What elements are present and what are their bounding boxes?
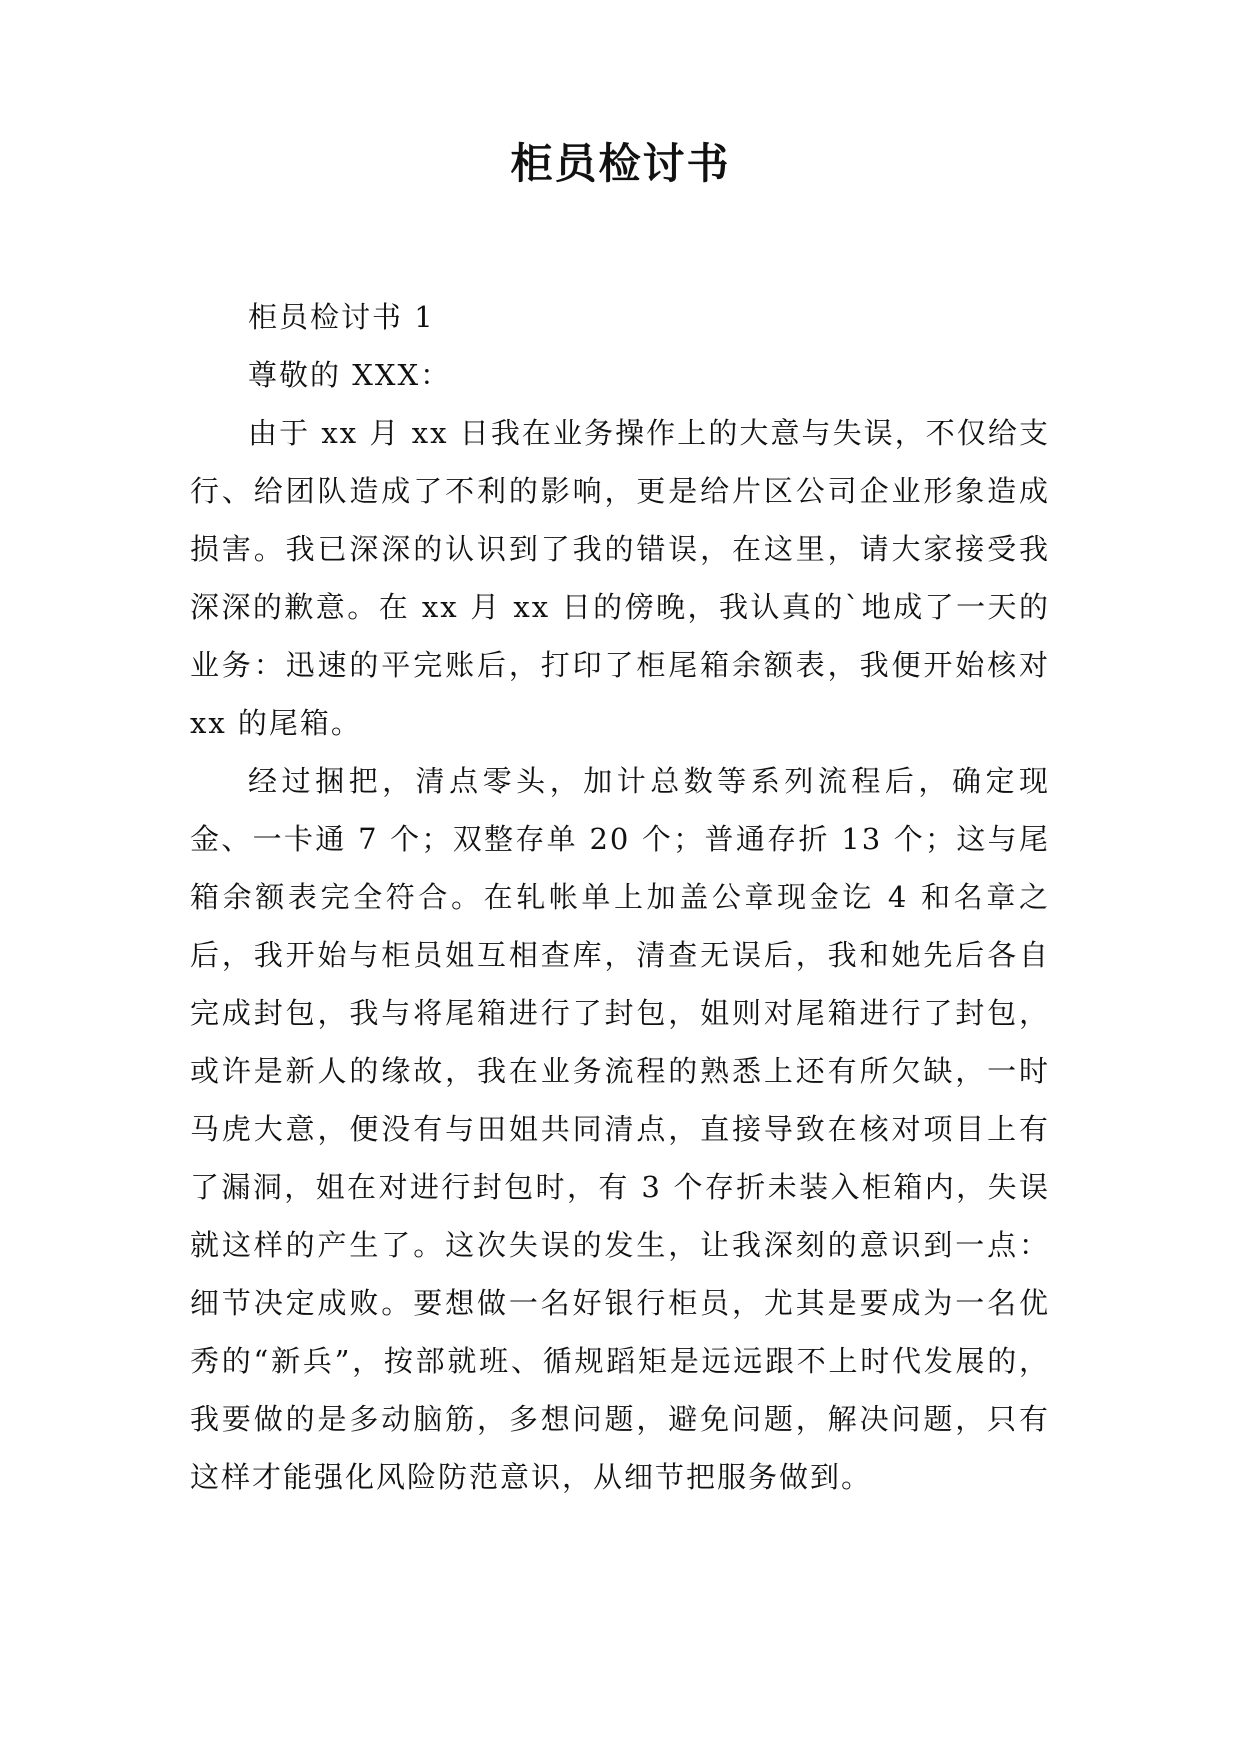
salutation-line: 尊敬的 XXX： bbox=[248, 358, 452, 392]
document-body bbox=[190, 288, 1050, 1506]
document-title: 柜员检讨书 bbox=[510, 139, 731, 188]
subtitle-line: 柜员检讨书 1 bbox=[248, 300, 435, 334]
body-paragraph: 由于 xx 月 xx 日我在业务操作上的大意与失误，不仅给支行、给团队造成了不利的影响，更是给片区公司企业形象造成损害。我已深深的认识到了我的错误，在这里，请大家接受我深深的歉意。在 xx 月 xx 日的傍晚，我认真的`地成了一天的业务：迅速的平完账后，打印了柜尾箱余额表，我便开始核对 xx 的尾箱。 bbox=[190, 416, 1050, 740]
body-paragraph: 经过捆把，清点零头，加计总数等系列流程后，确定现金、一卡通 7 个；双整存单 20 个；普通存折 13 个；这与尾箱余额表完全符合。在轧帐单上加盖公章现金讫 4 和名章之后，我开始与柜员姐互相查库，清查无误后，我和她先后各自完成封包，我与将尾箱进行了封包，姐则对尾箱进行了封包，或许是新人的缘故，我在业务流程的熟悉上还有所欠缺，一时马虎大意，便没有与田姐共同清点，直接导致在核对项目上有了漏洞，姐在对进行封包时，有 3 个存折未装入柜箱内，失误就这样的产生了。这次失误的发生，让我深刻的意识到一点：细节决定成败。要想做一名好银行柜员，尤其是要成为一名优秀的“新兵”，按部就班、循规蹈矩是远远跟不上时代发展的，我要做的是多动脑筋，多想问题，避免问题，解决问题，只有这样才能强化风险防范意识，从细节把服务做到。 bbox=[190, 764, 1050, 1494]
